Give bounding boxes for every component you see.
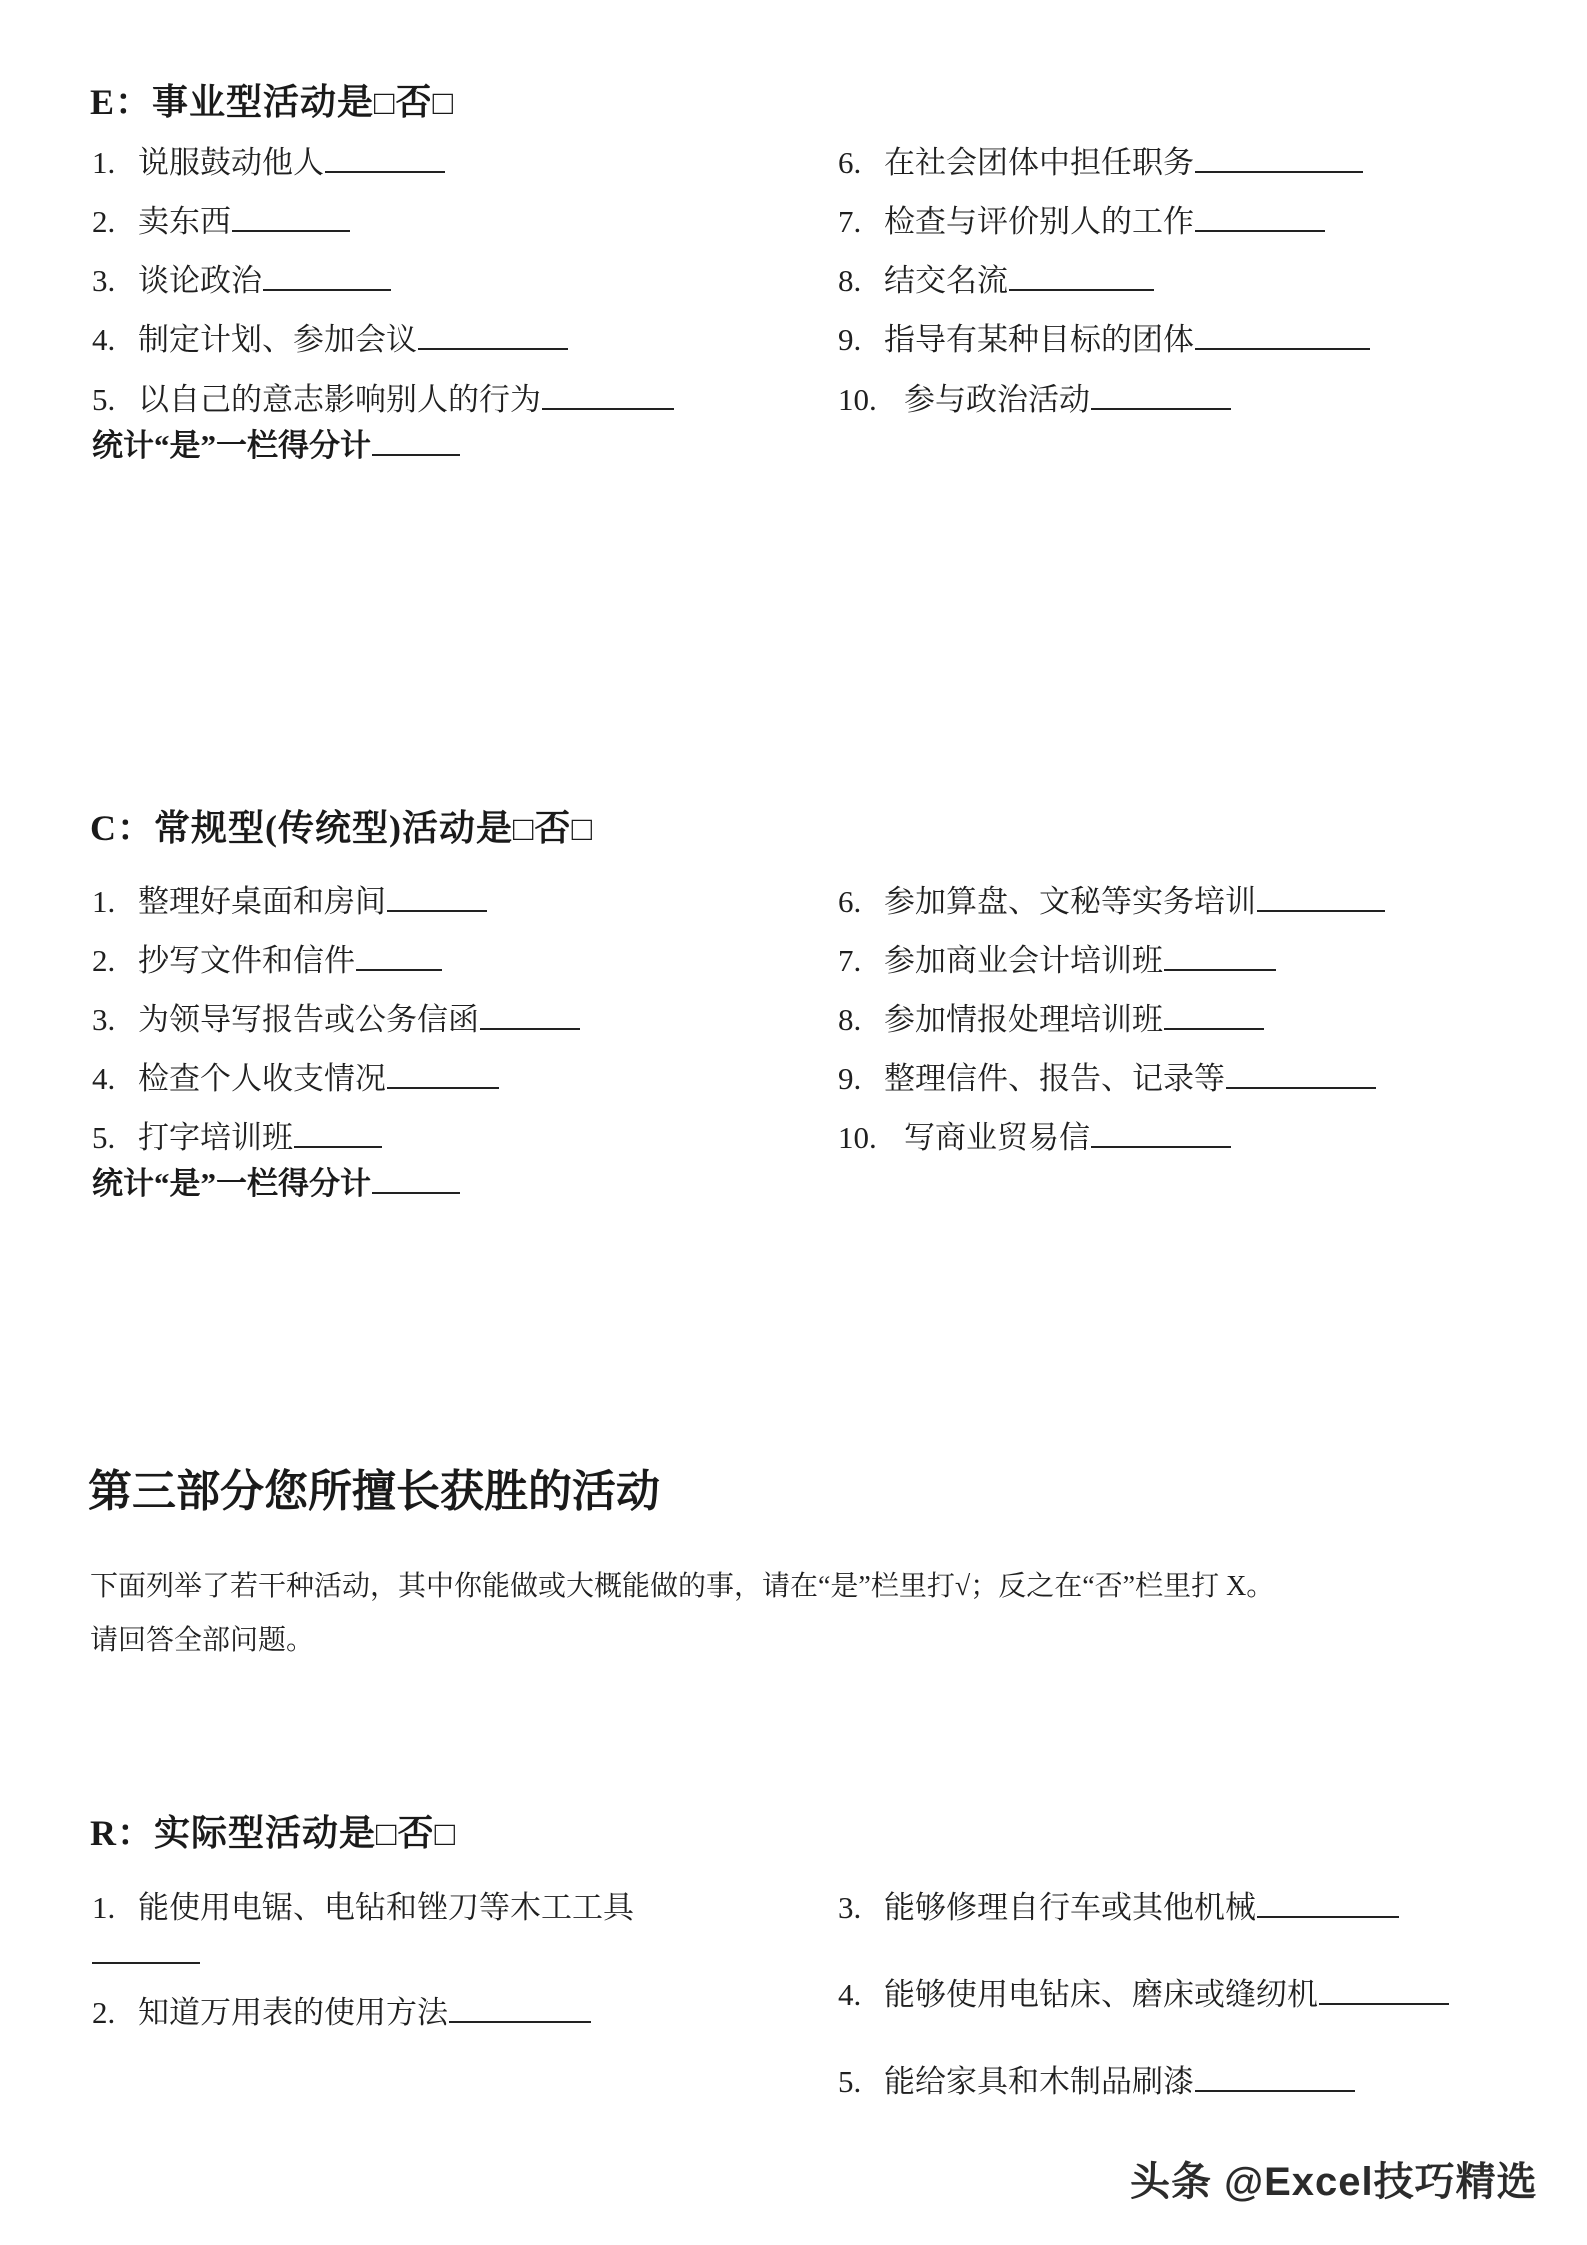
no-label-r: 否 (397, 1813, 435, 1853)
score-summary-e (92, 420, 460, 465)
section-code-c: C： (90, 808, 154, 848)
answer-blank[interactable] (1164, 1006, 1264, 1030)
item-text: 在社会团体中担任职务 (884, 145, 1194, 180)
score-blank[interactable] (372, 1170, 460, 1194)
item-number: 1. (92, 145, 116, 180)
section-title-e: 事业型活动 (152, 82, 338, 122)
answer-blank[interactable] (1091, 1124, 1231, 1148)
section-title-r: 实际型活动 (154, 1813, 340, 1853)
item-number: 3. (838, 1890, 862, 1925)
item-number: 10. (838, 1120, 877, 1155)
no-checkbox-e[interactable]: □ (432, 85, 455, 122)
item-text: 写商业贸易信 (904, 1120, 1090, 1155)
list-item (92, 1118, 382, 1158)
no-checkbox-r[interactable]: □ (434, 1816, 457, 1853)
item-number: 8. (838, 1002, 862, 1037)
answer-blank[interactable] (232, 208, 350, 232)
item-number: 8. (838, 263, 862, 298)
list-item (92, 261, 391, 301)
score-summary-label: 统计“是”一栏得分计 (92, 1166, 371, 1201)
section-heading-c (90, 800, 593, 851)
item-number: 4. (838, 1977, 862, 2012)
list-item (92, 1993, 591, 2033)
answer-blank[interactable] (1195, 208, 1325, 232)
answer-blank[interactable] (294, 1124, 382, 1148)
item-number: 2. (92, 204, 116, 239)
list-item (838, 202, 1325, 242)
item-text: 能使用电锯、电钻和锉刀等木工工具 (138, 1890, 634, 1925)
item-number: 5. (838, 2064, 862, 2099)
item-text: 检查个人收支情况 (138, 1061, 386, 1096)
item-number: 6. (838, 145, 862, 180)
answer-blank[interactable] (1195, 149, 1363, 173)
list-item (92, 882, 487, 922)
item-number: 9. (838, 1061, 862, 1096)
answer-blank[interactable] (449, 1999, 591, 2023)
instruction-paragraph (90, 1560, 1510, 1668)
yes-checkbox-r[interactable]: □ (376, 1816, 398, 1853)
item-text: 说服鼓动他人 (138, 145, 324, 180)
list-item (92, 1059, 499, 1099)
item-number: 1. (92, 884, 116, 919)
instruction-line-1: 下面列举了若干种活动，其中你能做或大概能做的事，请在“是”栏里打√；反之在“否”栏里打 X。 (90, 1571, 1275, 1602)
item-number: 7. (838, 204, 862, 239)
item-text: 能够修理自行车或其他机械 (884, 1890, 1256, 1925)
item-number: 2. (92, 943, 116, 978)
answer-blank[interactable] (92, 1962, 200, 1964)
item-text: 参加算盘、文秘等实务培训 (884, 884, 1256, 919)
list-item (838, 1000, 1264, 1040)
score-blank[interactable] (372, 432, 460, 456)
section-heading-e (90, 74, 454, 125)
list-item (92, 1000, 580, 1040)
item-number: 3. (92, 1002, 116, 1037)
answer-blank[interactable] (418, 326, 568, 350)
list-item (838, 261, 1154, 301)
answer-blank[interactable] (1164, 947, 1276, 971)
item-number: 1. (92, 1890, 116, 1925)
list-item (92, 202, 350, 242)
answer-blank[interactable] (387, 888, 487, 912)
item-text: 知道万用表的使用方法 (138, 1995, 448, 2030)
answer-blank[interactable] (387, 1065, 499, 1089)
item-number: 5. (92, 382, 116, 417)
list-item (92, 941, 442, 981)
yes-label-e: 是 (337, 82, 375, 122)
answer-blank[interactable] (1091, 386, 1231, 410)
answer-blank[interactable] (1257, 888, 1385, 912)
item-text: 以自己的意志影响别人的行为 (138, 382, 541, 417)
item-text: 检查与评价别人的工作 (884, 204, 1194, 239)
item-text: 打字培训班 (138, 1120, 293, 1155)
answer-blank[interactable] (325, 149, 445, 173)
item-number: 6. (838, 884, 862, 919)
item-text: 制定计划、参加会议 (138, 322, 417, 357)
list-item (838, 882, 1385, 922)
yes-checkbox-e[interactable]: □ (374, 85, 396, 122)
item-text: 能够使用电钻床、磨床或缝纫机 (884, 1977, 1318, 2012)
item-text: 整理好桌面和房间 (138, 884, 386, 919)
item-number: 3. (92, 263, 116, 298)
item-text: 结交名流 (884, 263, 1008, 298)
answer-blank[interactable] (480, 1006, 580, 1030)
item-text: 抄写文件和信件 (138, 943, 355, 978)
list-item (92, 1888, 634, 1928)
item-text: 参加情报处理培训班 (884, 1002, 1163, 1037)
answer-blank[interactable] (1009, 267, 1154, 291)
list-item (92, 143, 445, 183)
list-item (92, 320, 568, 360)
item-number: 7. (838, 943, 862, 978)
item-number: 2. (92, 1995, 116, 2030)
list-item (92, 380, 674, 420)
list-item (838, 1059, 1376, 1099)
no-label-c: 否 (534, 808, 572, 848)
item-number: 9. (838, 322, 862, 357)
section-title-c: 常规型(传统型)活动 (154, 808, 476, 848)
answer-blank[interactable] (356, 947, 442, 971)
yes-checkbox-c[interactable]: □ (513, 811, 535, 848)
yes-label-r: 是 (339, 1813, 377, 1853)
item-text: 为领导写报告或公务信函 (138, 1002, 479, 1037)
section-code-r: R： (90, 1813, 154, 1853)
list-item (838, 2062, 1355, 2102)
section-heading-r (90, 1805, 456, 1856)
item-text: 谈论政治 (138, 263, 262, 298)
no-label-e: 否 (395, 82, 433, 122)
list-item (838, 1975, 1449, 2015)
item-number: 10. (838, 382, 877, 417)
answer-blank[interactable] (1195, 326, 1370, 350)
answer-blank[interactable] (542, 386, 674, 410)
answer-blank[interactable] (263, 267, 391, 291)
list-item (838, 1118, 1231, 1158)
answer-blank[interactable] (1195, 2068, 1355, 2092)
item-text: 参与政治活动 (904, 382, 1090, 417)
yes-label-c: 是 (475, 808, 513, 848)
item-number: 5. (92, 1120, 116, 1155)
list-item (838, 320, 1370, 360)
answer-blank[interactable] (1257, 1894, 1399, 1918)
list-item (838, 380, 1231, 420)
item-number: 4. (92, 322, 116, 357)
list-item (838, 1888, 1399, 1928)
list-item (838, 941, 1276, 981)
section-code-e: E： (90, 82, 153, 122)
watermark: 头条 @Excel技巧精选 (1130, 2160, 1538, 2204)
no-checkbox-c[interactable]: □ (571, 811, 594, 848)
list-item (838, 143, 1363, 183)
instruction-line-2: 请回答全部问题。 (90, 1625, 315, 1656)
part-title: 第三部分您所擅长获胜的活动 (88, 1467, 660, 1516)
score-summary-label: 统计“是”一栏得分计 (92, 428, 371, 463)
item-text: 整理信件、报告、记录等 (884, 1061, 1225, 1096)
item-text: 指导有某种目标的团体 (884, 322, 1194, 357)
score-summary-c (92, 1158, 460, 1203)
item-text: 卖东西 (138, 204, 231, 239)
item-number: 4. (92, 1061, 116, 1096)
item-text: 能给家具和木制品刷漆 (884, 2064, 1194, 2099)
answer-blank[interactable] (1319, 1981, 1449, 2005)
item-text: 参加商业会计培训班 (884, 943, 1163, 978)
answer-blank[interactable] (1226, 1065, 1376, 1089)
